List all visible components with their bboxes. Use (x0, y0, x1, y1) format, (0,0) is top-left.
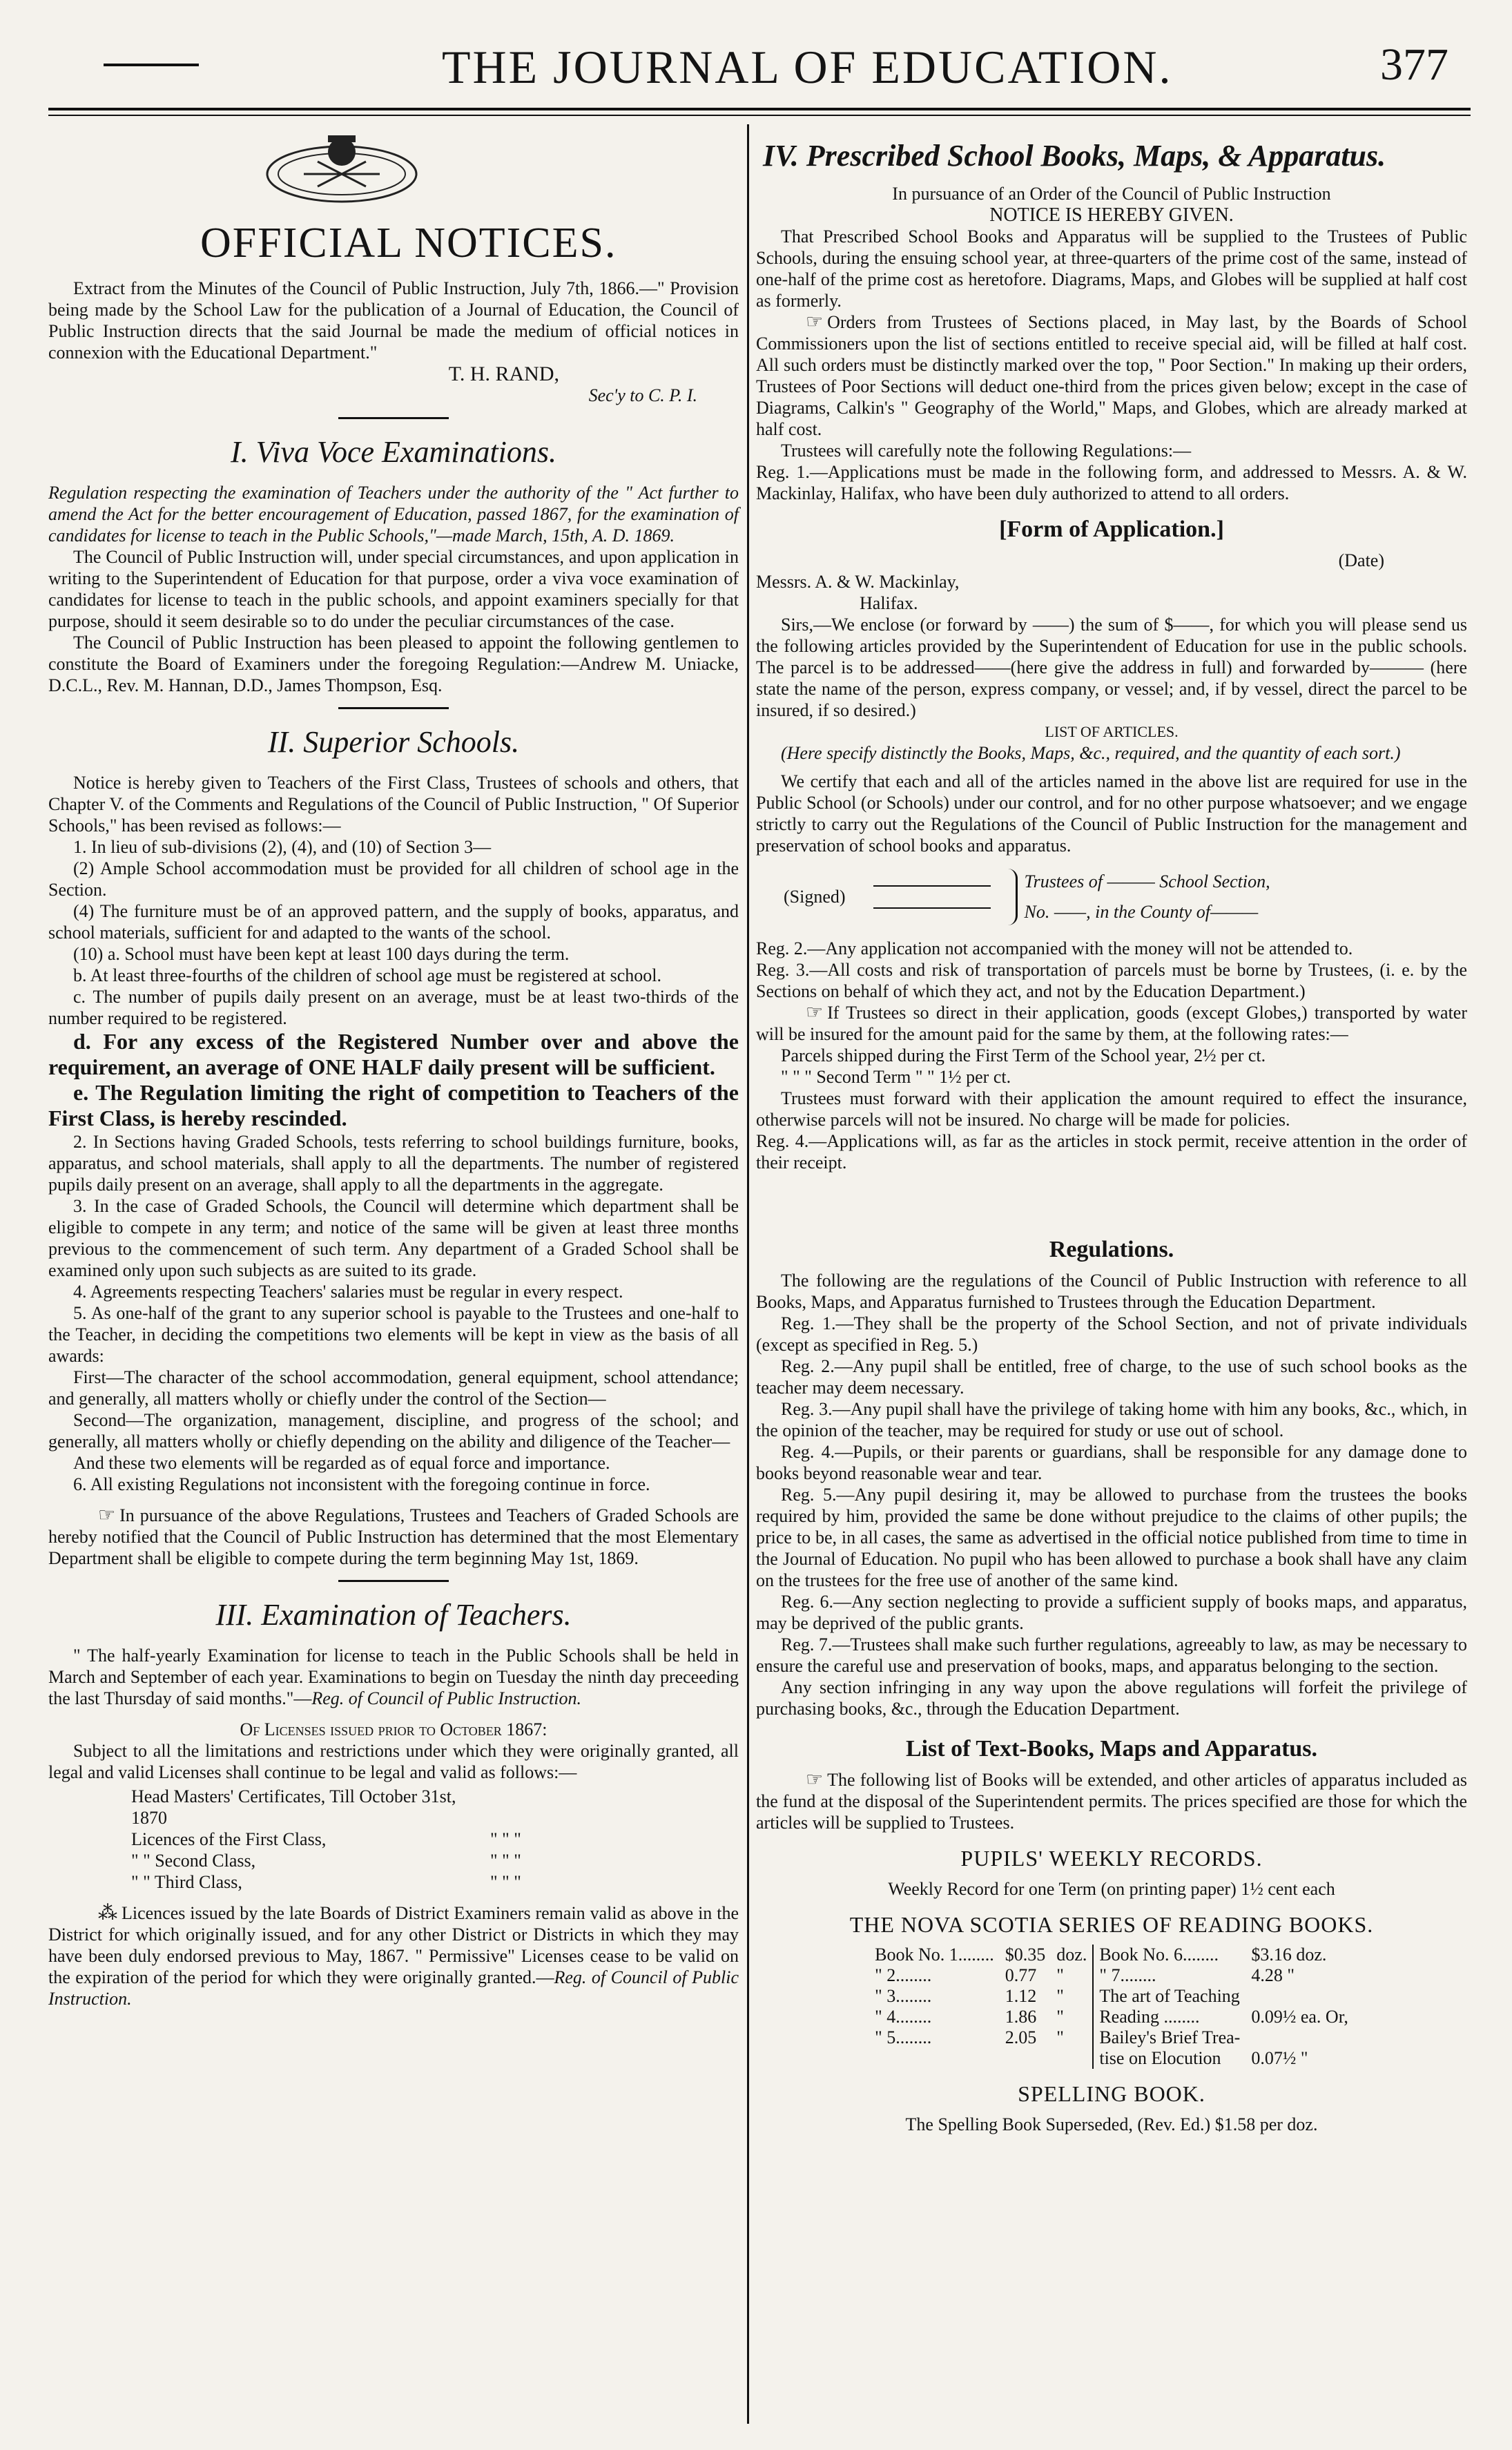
regulation-item: Reg. 1.—They shall be the property of the School Section, and not of private individuals (except as specified in Reg. 5.) (756, 1313, 1467, 1355)
spelling-book-title: SPELLING BOOK. (1018, 2081, 1205, 2106)
section-1-title: I. Viva Voce Examinations. (230, 435, 557, 469)
superior-item: c. The number of pupils daily present on an average, must be at least two-thirds of the number required to be registered. (48, 987, 739, 1028)
viva-voce-paragraph-2: The Council of Public Instruction has been pleased to appoint the following gentlemen to constitute the Board of Examiners under the foregoing Regulation:—Andrew M. Uniacke, D.C.L., Rev. M. Hannan, D.D., James Thompson, Esq. (48, 633, 739, 695)
reg-3b-text: If Trustees so direct in their application, goods (except Globes,) transported by water will be insured for the amount paid for the same by them, at the following rates:— (756, 1003, 1467, 1044)
superior-item: 4. Agreements respecting Teachers' salaries must be regular in every respect. (73, 1282, 623, 1302)
books-paragraph-4: Trustees will carefully note the following Regulations:— (781, 441, 1192, 461)
journal-title: THE JOURNAL OF EDUCATION. (442, 41, 1173, 93)
exam-paragraph-3 (48, 1902, 739, 2009)
pointing-hand-icon: ☞ (806, 1769, 824, 1791)
reg-2: Reg. 2.—Any application not accompanied with the money will not be attended to. (756, 938, 1353, 958)
books-paragraph-3 (756, 311, 1467, 440)
reg-1: Reg. 1.—Applications must be made in the following form, and addressed to Messrs. A. & W. Mackinlay, Halifax, who have been duly authorized to attend to all orders. (756, 462, 1467, 503)
superior-item-e: e. The Regulation limiting the right of competition to Teachers of the First Class, is hereby rescinded. (48, 1080, 739, 1130)
license-row: Licences of the First Class, " " " (131, 1829, 521, 1849)
exam-paragraph-1-text: " The half-yearly Examination for license to teach in the Public Schools shall be held in March and September of each year. Examinations to begin on Tuesday the ninth day preceeding the last Thursday of said months."— (48, 1646, 739, 1708)
viva-voce-regulation: Regulation respecting the examination of Teachers under the authority of the " Act further to amend the Act for the better encouragement of Education, passed 1867, for the examination of candidates for license to teach in the Public Schools,"—made March, 15th, A. D. 1869. (48, 483, 739, 546)
asterism-icon: ⁂ (98, 1902, 117, 1924)
exam-paragraph-1 (48, 1645, 739, 1709)
exam-paragraph-1-source: Reg. of Council of Public Instruction. (311, 1688, 582, 1708)
rate-1: Parcels shipped during the First Term of the School year, 2½ per ct. (781, 1045, 1266, 1065)
trustees-line-1: Trustees of ——— School Section, (1024, 871, 1270, 891)
regulation-item: Reg. 2.—Any pupil shall be entitled, free of charge, to the use of such school books as the teacher may deem necessary. (756, 1356, 1467, 1398)
signature-line (873, 907, 991, 909)
superior-item: 6. All existing Regulations not inconsistent with the foregoing continue in force. (73, 1474, 650, 1494)
superior-item: 2. In Sections having Graded Schools, tests referring to school buildings furniture, books, apparatus, and school materials, shall apply to all the departments. The number of registered pupils daily present on an average, shall apply to all the departments in the aggregate. (48, 1132, 739, 1195)
rate-2: " " " Second Term " " 1½ per ct. (781, 1067, 1011, 1087)
header-rule-left (104, 64, 199, 66)
reg-4: Reg. 4.—Applications will, as far as the articles in stock permit, receive attention in the order of their receipt. (756, 1131, 1467, 1173)
regulation-item: Reg. 4.—Pupils, or their parents or guardians, shall be responsible for any damage done to books beyond reasonable wear and tear. (756, 1442, 1467, 1483)
table-row: " 4........ 1.86 " Reading ........ 0.09½ ea. Or, (875, 2007, 1348, 2027)
table-row: tise on Elocution 0.07½ " (1099, 2048, 1308, 2068)
regulation-item: Reg. 5.—Any pupil desiring it, may be allowed to purchase from the trustees the books required by him, provided the same be done without prejudice to the claims of other pupils; the price to be, in all cases, the same as advertised in the official notice published from time to time in the Journal of Education. No pupil who has been allowed to purchase a book shall have any claim on the trustees for the free use of another of the same kind. (756, 1485, 1467, 1590)
textbooks-paragraph (756, 1769, 1467, 1833)
header-rule-top (48, 108, 1471, 110)
form-date: (Date) (1338, 550, 1384, 570)
pointing-hand-icon: ☞ (98, 1505, 116, 1526)
header-rule-bottom (48, 115, 1471, 116)
right-column (756, 138, 1467, 2135)
pointing-hand-icon: ☞ (806, 1002, 824, 1023)
signature-title: Sec'y to C. P. I. (588, 385, 697, 405)
license-row: Head Masters' Certificates, Till October 31st, 1870 (131, 1786, 456, 1828)
form-body: Sirs,—We enclose (or forward by ——) the sum of $——, for which you will please send us the following articles provided by the Superintendent of Education for use in the public schools. The parcel is to be addressed——(here give the address in full) and forwarded by——— (here state the name of the person, express company, or vessel; and, if by vessel, direct the parcel to be insured, if so desired.) (756, 615, 1467, 720)
superior-item: (10) a. School must have been kept at least 100 days during the term. (73, 944, 570, 964)
list-note: (Here specify distinctly the Books, Maps, &c., required, and the quantity of each sort.) (781, 743, 1401, 763)
form-address-1: Messrs. A. & W. Mackinlay, (756, 572, 960, 592)
signature: T. H. RAND, (448, 363, 559, 385)
crest-icon (262, 131, 421, 207)
reading-series-title: THE NOVA SCOTIA SERIES OF READING BOOKS. (849, 1912, 1374, 1937)
signed-label: (Signed) (784, 887, 846, 907)
regulation-item: Reg. 3.—Any pupil shall have the privilege of taking home with him any books, &c., which, in the opinion of the teacher, may be required for study or use out of school. (756, 1399, 1467, 1440)
trustees-block (1025, 871, 1270, 923)
section-divider (338, 417, 449, 419)
superior-item-d: d. For any excess of the Registered Number over and above the requirement, an average of ONE HALF daily present will be sufficient. (48, 1029, 739, 1079)
license-row: " " Second Class, " " " (131, 1851, 521, 1871)
weekly-records-title: PUPILS' WEEKLY RECORDS. (960, 1846, 1263, 1871)
crest-emblem (262, 131, 739, 211)
superior-intro: Notice is hereby given to Teachers of the First Class, Trustees of schools and others, that Chapter V. of the Comments and Regulations of the Council of Public Instruction, " Of Superior Schools," has been revised as follows:— (48, 773, 739, 836)
reg-3c: Trustees must forward with their application the amount required to effect the insurance, otherwise parcels will not be insured. No charge will be made for policies. (756, 1088, 1467, 1130)
regulations-title: Regulations. (1049, 1237, 1174, 1262)
notice-heading: NOTICE IS HEREBY GIVEN. (989, 204, 1234, 226)
section-3-title: III. Examination of Teachers. (215, 1598, 572, 1632)
licenses-table (131, 1786, 739, 1893)
table-row: Book No. 1........ $0.35 doz. Book No. 6........ $3.16 doz. (869, 1945, 1354, 1965)
extract-paragraph: Extract from the Minutes of the Council of Public Instruction, July 7th, 1866.—" Provision being made by the School Law for the publication of a Journal of Education, the Council of Public Instruction directs that the said Journal be made the medium of official notices in connexion with the Educational Department." (48, 278, 739, 363)
textbooks-title: List of Text-Books, Maps and Apparatus. (905, 1736, 1318, 1762)
books-paragraph-3-text: Orders from Trustees of Sections placed, in May last, by the Boards of School Commissioners upon the list of sections entitled to receive special aid, will be filled at half cost. All such orders must be distinctly marked over the top, " Poor Section." In making up their orders, Trustees of Poor Sections will deduct one-third from the prices given below; except in the case of Diagrams, Calkin's " Geography of the World," Maps, and Globes, which are already marked at half cost. (756, 312, 1467, 439)
regulations-intro: The following are the regulations of the Council of Public Instruction with reference to all Books, Maps, and Apparatus furnished to Trustees through the Education Department. (756, 1271, 1467, 1312)
books-order-line: In pursuance of an Order of the Council of Public Instruction (892, 184, 1331, 204)
page-number: 377 (1380, 39, 1448, 90)
superior-item: 5. As one-half of the grant to any superior school is payable to the Trustees and one-half to the Teacher, in deciding the competitions two elements will be kept in view as the basis of all awards: (48, 1303, 739, 1366)
certify-text: We certify that each and all of the articles named in the above list are required for use in the Public School (or Schools) under our control, and for no other purpose whatsoever; and we engage strictly to carry out the Regulations of the Council of Public Instruction for the management and preservation of school books and apparatus. (756, 771, 1467, 856)
reading-books-table (869, 1945, 1354, 2069)
pointing-hand-icon: ☞ (806, 311, 824, 333)
table-row: " 3........ 1.12 " The art of Teaching (875, 1986, 1240, 2006)
section-divider (338, 707, 449, 709)
superior-item: (2) Ample School accommodation must be provided for all children of school age in the Section. (48, 858, 739, 900)
viva-voce-paragraph-1: The Council of Public Instruction will, under special circumstances, and upon application in writing to the Superintendent of Education for that purpose, order a viva voce examination of candidates for license to teach in the public schools, and appoint examiners specially for that purpose, should it seem desirable so to do under the peculiar circumstances of the case. (48, 547, 739, 631)
table-row: " 5........ 2.05 " Bailey's Brief Trea- (875, 2027, 1241, 2047)
trustees-line-2: No. ——, in the County of——— (1024, 902, 1259, 922)
superior-pursuance (48, 1505, 739, 1569)
form-title: [Form of Application.] (999, 517, 1224, 542)
exam-paragraph-2: Subject to all the limitations and restrictions under which they were originally granted, all legal and valid Licenses shall continue to be legal and valid as follows:— (48, 1741, 739, 1782)
signature-line (873, 885, 991, 887)
section-divider (338, 1580, 449, 1582)
form-address-2: Halifax. (860, 593, 918, 613)
weekly-records-text: Weekly Record for one Term (on printing paper) 1½ cent each (888, 1879, 1335, 1899)
books-paragraph-2: That Prescribed School Books and Apparatus will be supplied to the Trustees of Public Schools, during the ensuing school year, at three-quarters of the prime cost of the same, instead of one-half of the prime cost as heretofore. Diagrams, Maps, and Globes will be supplied at half cost as formerly. (756, 226, 1467, 311)
superior-item: (4) The furniture must be of an approved pattern, and the supply of books, apparatus, and school materials, sufficient for and adapted to the wants of the school. (48, 901, 739, 943)
official-notices-title: OFFICIAL NOTICES. (200, 220, 617, 267)
section-2-title: II. Superior Schools. (267, 725, 520, 759)
list-title: LIST OF ARTICLES. (1045, 723, 1179, 740)
regulation-item: Reg. 6.—Any section neglecting to provide a sufficient supply of books maps, and apparatus, may be deprived of the public grants. (756, 1592, 1467, 1633)
superior-item: Second—The organization, management, discipline, and progress of the school; and generally, all matters wholly or chiefly depending on the ability and diligence of the Teacher— (48, 1410, 739, 1451)
column-divider (747, 124, 749, 2424)
left-column (48, 138, 739, 2009)
superior-item: b. At least three-fourths of the children of school age must be registered at school. (73, 965, 661, 985)
brace-icon (998, 869, 1018, 925)
superior-item: First—The character of the school accommodation, general equipment, school attendance; and generally, all matters wholly or chiefly under the control of the Section— (48, 1367, 739, 1409)
exam-paragraph-3-text: Licences issued by the late Boards of District Examiners remain valid as above in the District for which originally issued, and for any other District or Districts in which they may have been duly endorsed previous to May, 1867. " Permissive" Licenses cease to be valid on the expiration of the period for which they were originally granted.— (48, 1903, 739, 1987)
signature-block (756, 869, 1467, 925)
exam-paragraph-3-source: Reg. of Council of Public Instruction. (48, 1967, 739, 2009)
signature-lines (873, 885, 991, 909)
regulation-item: Reg. 7.—Trustees shall make such further regulations, agreeably to law, as may be necessary to ensure the careful use and preservation of books, maps, and apparatus belonging to the section. (756, 1634, 1467, 1676)
reg-3: Reg. 3.—All costs and risk of transportation of parcels must be borne by Trustees, (i. e. by the Sections on behalf of which they act, and not by the Education Department.) (756, 960, 1467, 1001)
section-4-title: IV. Prescribed School Books, Maps, & Apparatus. (763, 139, 1386, 173)
spelling-book-text: The Spelling Book Superseded, (Rev. Ed.) $1.58 per doz. (905, 2114, 1318, 2134)
textbooks-paragraph-text: The following list of Books will be extended, and other articles of apparatus included as the fund at the disposal of the Superintendent permits. The prices specified are those for which the articles will be supplied to Trustees. (756, 1770, 1467, 1833)
superior-item: 1. In lieu of sub-divisions (2), (4), and (10) of Section 3— (73, 837, 492, 857)
reg-3b (756, 1002, 1467, 1045)
licenses-heading: Of Licenses issued prior to October 1867: (240, 1719, 547, 1739)
license-row: " " Third Class, " " " (131, 1872, 521, 1892)
superior-item: 3. In the case of Graded Schools, the Council will determine which department shall be eligible to compete in any term; and notice of the same will be given at least three months previous to the commencement of such term. Any department of a Graded School shall be examined only upon such subjects as are suited to its grade. (48, 1196, 739, 1280)
table-row: " 2........ 0.77 " " 7........ 4.28 " (875, 1965, 1295, 1985)
regulation-item: Any section infringing in any way upon the above regulations will forfeit the privilege of purchasing books, &c., through the Education Department. (756, 1677, 1467, 1719)
superior-item: And these two elements will be regarded as of equal force and importance. (73, 1453, 610, 1473)
superior-pursuance-text: In pursuance of the above Regulations, Trustees and Teachers of Graded Schools are hereby notified that the Council of Public Instruction has determined that the most Elementary Department shall be eligible to compete during the term beginning May 1st, 1869. (48, 1505, 739, 1568)
